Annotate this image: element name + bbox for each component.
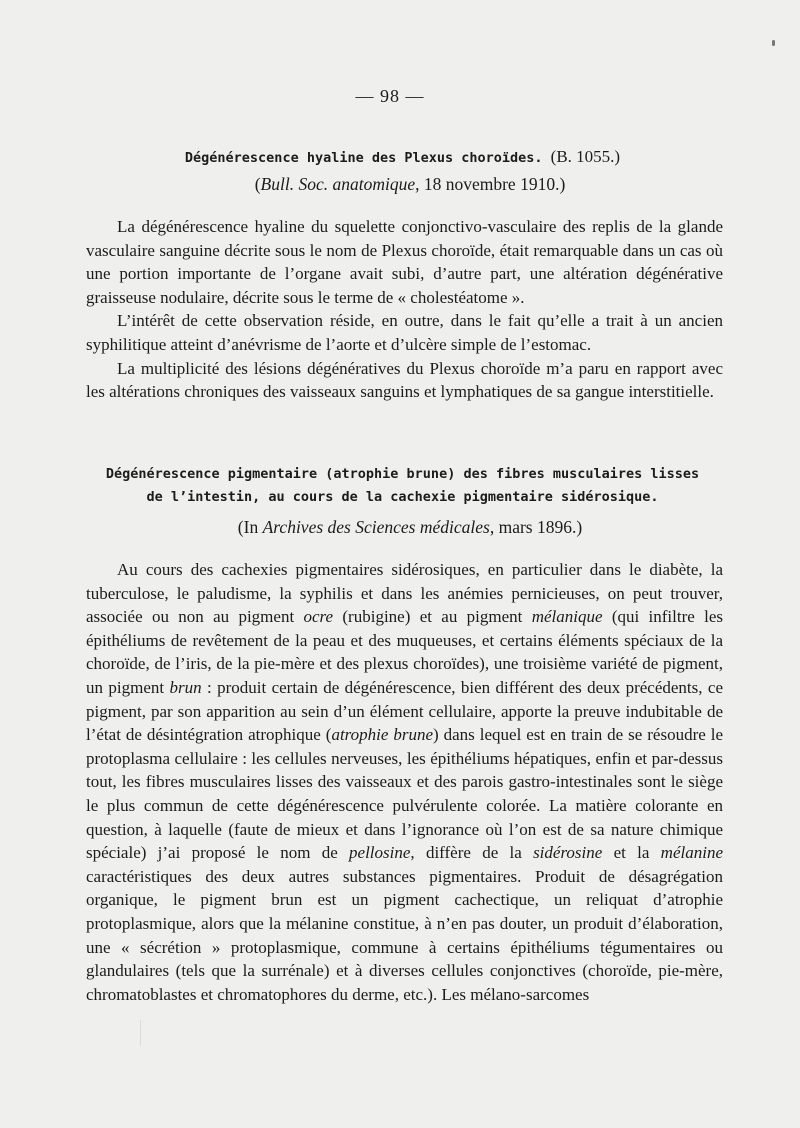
section1-ref: (B. 1055.) <box>550 147 621 166</box>
citation-source: Bull. Soc. anatomique <box>260 174 416 194</box>
section2-paragraph: Au cours des cachexies pigmentaires sidérosiques, en particulier dans le diabète, la tuberculose, le paludisme, la syphilis et dans les anémies pernicieuses, on peut trouver, associée ou non au pigment ocre (rubigine) et au pigment mélanique (qui infiltre les épithéliums de revêtement de la peau et des muqueuses, et certains éléments spéciaux de la choroïde, de l’iris, de la pie-mère et des plexus choroïdes), une troisième variété de pigment, un pigment brun : produit certain de dégénérescence, bien différent des deux précédents, ce pigment, par son apparition au sein d’un élément cellulaire, apporte la preuve indubitable de l’état de désintégration atrophique (atrophie brune) dans lequel est en train de se résoudre le protoplasma cellulaire : les cellules nerveuses, les épithéliums hépatiques, enfin et par-dessus tout, les fibres musculaires lisses des vaisseaux et des parois gastro-intestinales sont le siège le plus commun de cette dégénérescence pulvérulente colorée. La matière colorante en question, à laquelle (faute de mieux et dans l’ignorance où l’on est de sa nature chimique spéciale) j’ai proposé le nom de pellosine, diffère de la sidérosine et la mélanine caractéristiques des deux autres substances pigmentaires. Produit de désagrégation organique, le pigment brun est un pigment cachectique, un reliquat d’atrophie protoplasmique, alors que la mélanine constitue, à n’en pas douter, un produit d’élaboration, une « sécrétion » protoplasmique, commune à certains épithéliums tégumentaires ou glandulaires (tels que la surrénale) et à diverses cellules conjonctives (choroïde, pie-mère, chromatoblastes et chromatophores du derme, etc.). Les mélano-sarcomes <box>86 560 724 1004</box>
section1-paragraph: L’intérêt de cette observation réside, en outre, dans le fait qu’elle a trait à un ancien syphilitique atteint d’anévrisme de l’aorte et d’ulcère simple de l’estomac. <box>86 311 723 354</box>
section1-body <box>86 215 723 404</box>
section1-citation <box>80 174 740 195</box>
section2-body <box>86 558 723 1006</box>
section2-title-line1: Dégénérescence pigmentaire (atrophie brune) des fibres musculaires lisses <box>105 466 700 482</box>
section2-citation <box>80 517 740 538</box>
section2-title-line2: de l’intestin, au cours de la cachexie pigmentaire sidérosique. <box>146 489 659 505</box>
section1-paragraph: La dégénérescence hyaline du squelette conjonctivo-vasculaire des replis de la glande vasculaire sanguine décrite sous le nom de Plexus choroïde, était remarquable dans un cas où une portion importante de l’organe avait subi, d’autre part, une altération dégénérative graisseuse nodulaire, décrite sous le terme de « cholestéatome ». <box>86 217 723 307</box>
citation-rest: , 18 novembre 1910.) <box>415 174 566 194</box>
scan-artifact <box>140 1020 155 1046</box>
section2-title <box>80 463 725 509</box>
page-number: — 98 — <box>355 86 425 106</box>
citation-open: ( <box>254 174 261 194</box>
citation-rest: , mars 1896.) <box>489 517 583 537</box>
section1-title <box>80 145 725 170</box>
section1-title-text: Dégénérescence hyaline des Plexus choroïdes. <box>184 150 543 166</box>
citation-source: Archives des Sciences médicales <box>262 517 490 537</box>
citation-open: (In <box>237 517 263 537</box>
scan-speck <box>772 40 775 46</box>
section1-paragraph: La multiplicité des lésions dégénératives du Plexus choroïde m’a paru en rapport avec les altérations chroniques des vaisseaux sanguins et lymphatiques de sa gangue interstitielle. <box>86 358 723 402</box>
